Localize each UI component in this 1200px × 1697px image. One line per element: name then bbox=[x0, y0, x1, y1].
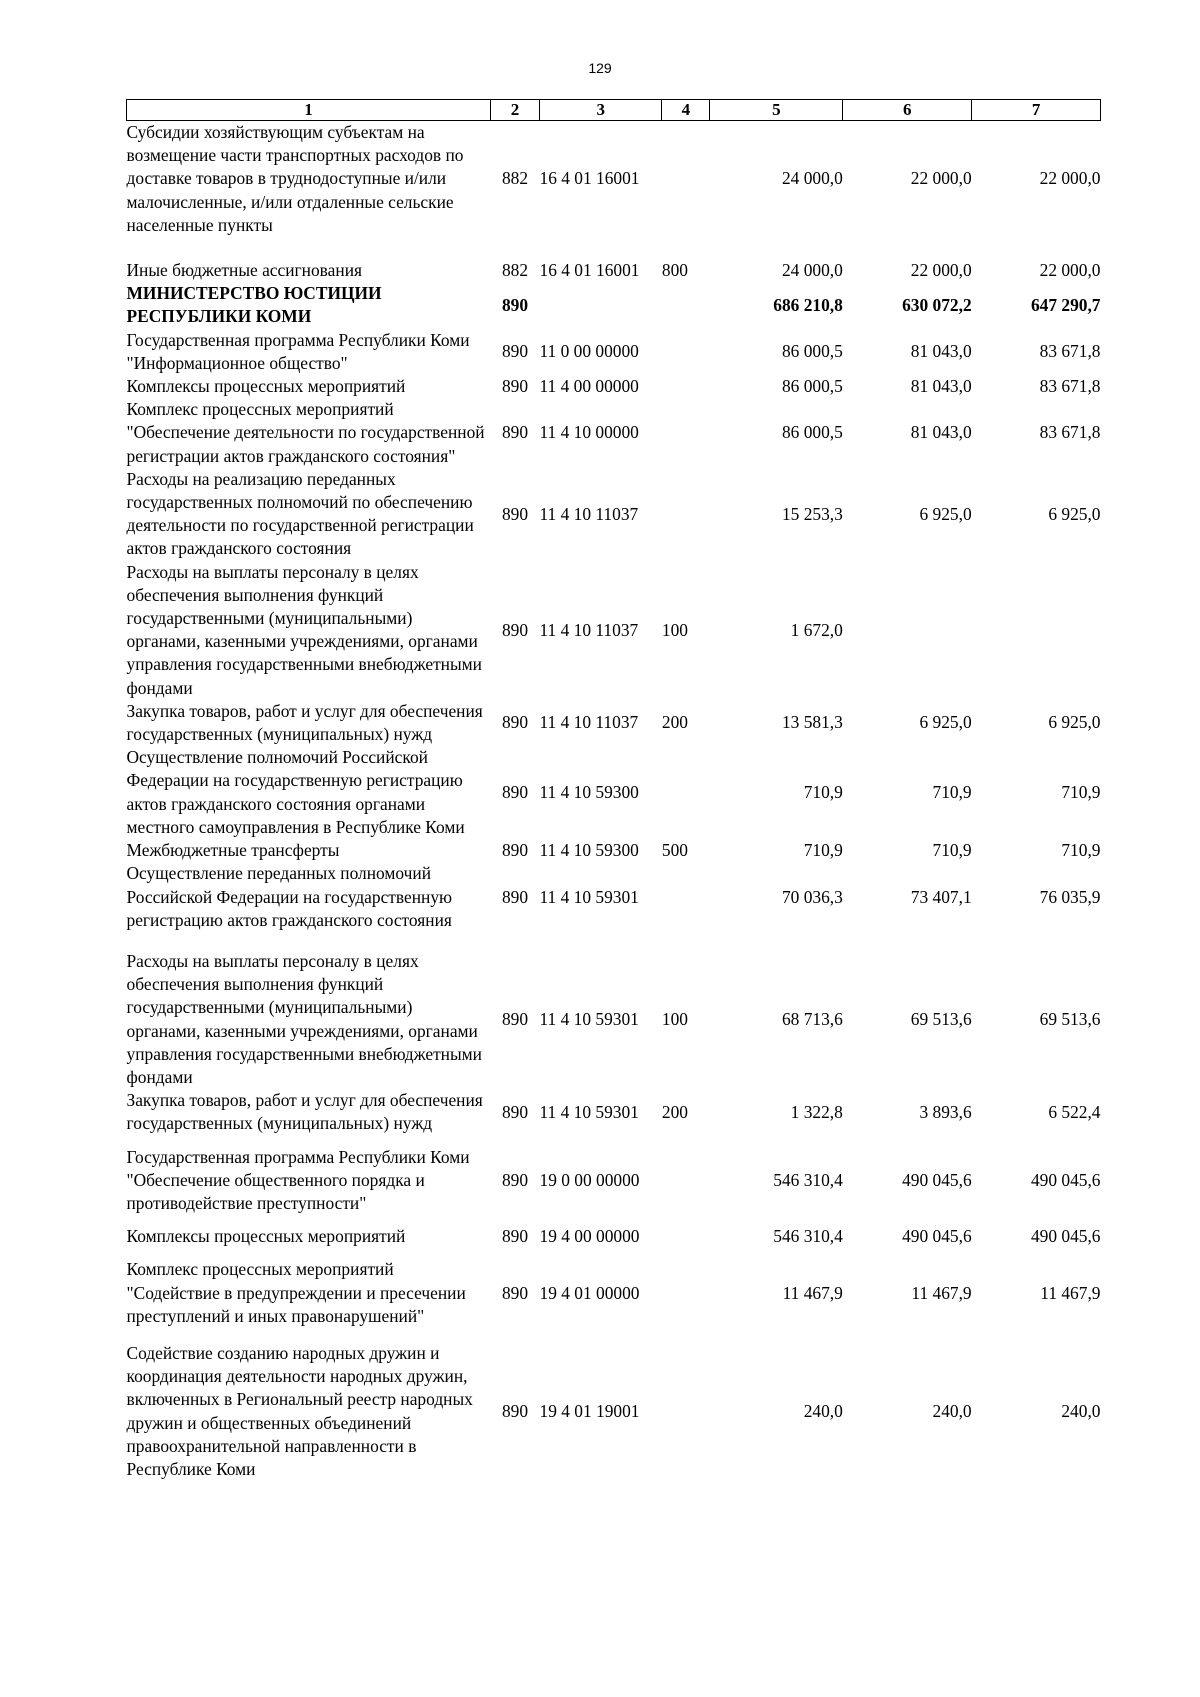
row-name: Комплекс процессных мероприятий "Обеспечение деятельности по государственной регистрации актов гражданского состояния" bbox=[126, 399, 485, 466]
row-target-code: 19 4 01 19001 bbox=[539, 1400, 640, 1421]
row-admin-code: 890 bbox=[501, 712, 529, 733]
row-name: Содействие созданию народных дружин и координация деятельности народных дружин, включенных в Региональный реестр народных дружин и общественных объединений правоохранительной направленности в Республике Коми bbox=[126, 1342, 473, 1479]
row-expense-type bbox=[662, 1328, 710, 1481]
row-expense-type bbox=[662, 375, 710, 398]
row-amount-6: 69 513,6 bbox=[910, 1008, 972, 1029]
row-amount-5: 686 210,8 bbox=[773, 294, 843, 315]
header-row bbox=[127, 100, 1101, 121]
row-expense-type: 200 bbox=[661, 712, 688, 733]
row-target-code: 16 4 01 16001 bbox=[539, 260, 640, 281]
header-col-5: 5 bbox=[710, 100, 843, 121]
row-amount-6: 3 893,6 bbox=[919, 1101, 972, 1122]
row-name: Субсидии хозяйствующим субъектам на возмещение части транспортных расходов по доставке товаров в труднодоступные и/или малочисленные, и/или отдаленные сельские населенные пункты bbox=[126, 122, 464, 235]
row-target-code: 11 4 10 00000 bbox=[539, 422, 639, 443]
row-amount-6: 6 925,0 bbox=[919, 503, 972, 524]
row-target-code: 11 4 10 59301 bbox=[539, 1008, 639, 1029]
row-name: Расходы на выплаты персоналу в целях обеспечения выполнения функций государственными (муниципальными) органами, казенными учреждениями, органами управления государственными внебюджетными фондами bbox=[126, 950, 482, 1087]
row-name: Государственная программа Республики Коми "Обеспечение общественного порядка и противодействие преступности" bbox=[126, 1146, 470, 1213]
row-admin-code: 890 bbox=[501, 376, 529, 397]
row-amount-6: 81 043,0 bbox=[910, 341, 972, 362]
header-col-1: 1 bbox=[127, 100, 491, 121]
row-target-code: 11 4 10 59301 bbox=[539, 1101, 639, 1122]
row-name: Осуществление переданных полномочий Российской Федерации на государственную регистрацию актов гражданского состояния bbox=[126, 863, 453, 930]
row-target-code: 19 0 00 00000 bbox=[539, 1169, 640, 1190]
row-amount-6: 630 072,2 bbox=[902, 294, 972, 315]
row-admin-code: 890 bbox=[501, 619, 529, 640]
table-body bbox=[127, 121, 1101, 1482]
row-target-code: 11 4 10 59300 bbox=[539, 782, 639, 803]
row-amount-5: 86 000,5 bbox=[781, 422, 843, 443]
row-amount-6: 22 000,0 bbox=[910, 260, 972, 281]
row-target-code: 11 4 10 11037 bbox=[539, 503, 639, 524]
row-amount-7: 490 045,6 bbox=[1030, 1226, 1101, 1247]
row-amount-5: 546 310,4 bbox=[773, 1169, 843, 1190]
row-target-code: 16 4 01 16001 bbox=[539, 168, 640, 189]
row-admin-code: 890 bbox=[501, 503, 529, 524]
row-amount-5: 710,9 bbox=[803, 840, 843, 861]
row-name: Комплексы процессных мероприятий bbox=[126, 376, 406, 397]
row-name: Межбюджетные трансферты bbox=[126, 840, 340, 861]
table-row bbox=[127, 561, 1101, 700]
header-col-4: 4 bbox=[662, 100, 710, 121]
row-target-code: 19 4 01 00000 bbox=[539, 1282, 640, 1303]
row-admin-code: 890 bbox=[501, 1400, 529, 1421]
row-amount-5: 1 672,0 bbox=[790, 619, 843, 640]
row-target-code: 11 4 10 59301 bbox=[539, 886, 639, 907]
table-row bbox=[127, 121, 1101, 238]
table-row bbox=[127, 1089, 1101, 1135]
row-amount-7 bbox=[972, 561, 1101, 700]
row-amount-7: 490 045,6 bbox=[1030, 1169, 1101, 1190]
row-expense-type bbox=[662, 329, 710, 375]
row-amount-7: 240,0 bbox=[1061, 1400, 1101, 1421]
row-target-code bbox=[540, 282, 662, 328]
row-expense-type bbox=[662, 1215, 710, 1248]
table-row bbox=[127, 398, 1101, 468]
row-amount-6: 490 045,6 bbox=[902, 1226, 972, 1247]
table-row bbox=[127, 1215, 1101, 1248]
row-name: Закупка товаров, работ и услуг для обеспечения государственных (муниципальных) нужд bbox=[126, 700, 483, 745]
row-admin-code: 890 bbox=[501, 840, 529, 861]
header-col-6: 6 bbox=[843, 100, 972, 121]
row-amount-5: 11 467,9 bbox=[782, 1282, 843, 1303]
table-row bbox=[127, 1328, 1101, 1481]
table-row bbox=[127, 329, 1101, 375]
row-admin-code: 890 bbox=[501, 341, 529, 362]
row-name: Расходы на выплаты персоналу в целях обеспечения выполнения функций государственными (муниципальными) органами, казенными учреждениями, органами управления государственными внебюджетными фондами bbox=[126, 561, 482, 698]
row-amount-7: 22 000,0 bbox=[1039, 168, 1101, 189]
table-row bbox=[127, 700, 1101, 746]
row-admin-code: 890 bbox=[501, 782, 529, 803]
row-admin-code: 890 bbox=[501, 1226, 529, 1247]
row-expense-type: 500 bbox=[661, 840, 688, 861]
row-amount-5: 546 310,4 bbox=[773, 1226, 843, 1247]
row-amount-6: 73 407,1 bbox=[910, 886, 972, 907]
row-admin-code: 890 bbox=[501, 1101, 529, 1122]
page-number: 129 bbox=[588, 60, 612, 76]
row-amount-7: 6 522,4 bbox=[1048, 1101, 1101, 1122]
header-col-2: 2 bbox=[491, 100, 540, 121]
row-amount-5: 70 036,3 bbox=[781, 886, 843, 907]
budget-table bbox=[126, 99, 1101, 1481]
row-expense-type: 200 bbox=[661, 1101, 688, 1122]
row-expense-type bbox=[662, 746, 710, 839]
row-name: МИНИСТЕРСТВО ЮСТИЦИИ РЕСПУБЛИКИ КОМИ bbox=[126, 283, 382, 327]
row-amount-7: 83 671,8 bbox=[1039, 376, 1101, 397]
row-admin-code: 890 bbox=[501, 1169, 529, 1190]
row-expense-type bbox=[662, 121, 710, 238]
row-expense-type bbox=[662, 1248, 710, 1328]
row-amount-7: 6 925,0 bbox=[1048, 503, 1101, 524]
table-row bbox=[127, 1248, 1101, 1328]
table-row bbox=[127, 1136, 1101, 1216]
row-amount-6: 240,0 bbox=[932, 1400, 972, 1421]
row-name: Осуществление полномочий Российской Федерации на государственную регистрацию актов гражданского состояния органами местного самоуправления в Республике Коми bbox=[126, 747, 465, 837]
row-amount-5: 13 581,3 bbox=[781, 712, 843, 733]
row-expense-type: 100 bbox=[661, 1008, 688, 1029]
table-row bbox=[127, 468, 1101, 561]
row-amount-7: 69 513,6 bbox=[1039, 1008, 1101, 1029]
row-amount-6: 710,9 bbox=[932, 782, 972, 803]
row-expense-type: 100 bbox=[661, 619, 688, 640]
row-amount-6 bbox=[843, 561, 972, 700]
row-name: Комплекс процессных мероприятий "Содействие в предупреждении и пресечении преступлений и иных правонарушений" bbox=[126, 1259, 466, 1326]
table-row bbox=[127, 862, 1101, 932]
row-admin-code: 882 bbox=[501, 168, 529, 189]
row-target-code: 19 4 00 00000 bbox=[539, 1226, 640, 1247]
row-target-code: 11 4 10 11037 bbox=[539, 712, 639, 733]
row-amount-6: 11 467,9 bbox=[911, 1282, 972, 1303]
row-target-code: 11 4 10 59300 bbox=[539, 840, 639, 861]
row-amount-5: 15 253,3 bbox=[781, 503, 843, 524]
row-amount-5: 710,9 bbox=[803, 782, 843, 803]
row-target-code: 11 0 00 00000 bbox=[539, 341, 639, 362]
row-amount-7: 710,9 bbox=[1061, 840, 1101, 861]
row-expense-type bbox=[662, 1136, 710, 1216]
row-amount-7: 647 290,7 bbox=[1030, 294, 1101, 315]
header-col-7: 7 bbox=[972, 100, 1101, 121]
row-admin-code: 890 bbox=[501, 1008, 529, 1029]
row-name: Расходы на реализацию переданных государственных полномочий по обеспечению деятельности по государственной регистрации актов гражданского состояния bbox=[126, 468, 474, 559]
row-amount-5: 1 322,8 bbox=[790, 1101, 843, 1122]
header-col-3: 3 bbox=[540, 100, 662, 121]
row-name: Иные бюджетные ассигнования bbox=[126, 260, 362, 281]
row-admin-code: 890 bbox=[501, 886, 529, 907]
row-amount-5: 86 000,5 bbox=[781, 341, 843, 362]
row-amount-7: 11 467,9 bbox=[1040, 1282, 1101, 1303]
row-amount-6: 490 045,6 bbox=[902, 1169, 972, 1190]
row-admin-code: 890 bbox=[501, 422, 529, 443]
row-name: Комплексы процессных мероприятий bbox=[126, 1226, 406, 1247]
row-amount-6: 6 925,0 bbox=[919, 712, 972, 733]
row-name: Государственная программа Республики Коми "Информационное общество" bbox=[126, 329, 470, 373]
row-admin-code: 890 bbox=[501, 294, 529, 315]
row-amount-5: 24 000,0 bbox=[781, 260, 843, 281]
row-amount-5: 68 713,6 bbox=[781, 1008, 843, 1029]
table-row bbox=[127, 839, 1101, 862]
row-amount-5: 86 000,5 bbox=[781, 376, 843, 397]
row-amount-7: 22 000,0 bbox=[1039, 260, 1101, 281]
row-amount-7: 710,9 bbox=[1061, 782, 1101, 803]
row-expense-type bbox=[662, 282, 710, 328]
row-amount-6: 710,9 bbox=[932, 840, 972, 861]
row-amount-6: 22 000,0 bbox=[910, 168, 972, 189]
row-amount-5: 24 000,0 bbox=[781, 168, 843, 189]
row-amount-7: 76 035,9 bbox=[1039, 886, 1101, 907]
row-admin-code: 890 bbox=[501, 1282, 529, 1303]
table-row bbox=[127, 375, 1101, 398]
row-amount-6: 81 043,0 bbox=[910, 376, 972, 397]
row-expense-type bbox=[662, 468, 710, 561]
row-admin-code: 882 bbox=[501, 260, 529, 281]
row-expense-type bbox=[662, 398, 710, 468]
row-amount-7: 83 671,8 bbox=[1039, 422, 1101, 443]
row-amount-6: 81 043,0 bbox=[910, 422, 972, 443]
row-expense-type: 800 bbox=[661, 260, 688, 281]
table-row bbox=[127, 282, 1101, 328]
row-name: Закупка товаров, работ и услуг для обеспечения государственных (муниципальных) нужд bbox=[126, 1090, 483, 1134]
row-amount-7: 83 671,8 bbox=[1039, 341, 1101, 362]
row-amount-5: 240,0 bbox=[803, 1400, 843, 1421]
table-row bbox=[127, 932, 1101, 1089]
row-amount-7: 6 925,0 bbox=[1048, 712, 1101, 733]
row-expense-type bbox=[662, 862, 710, 932]
row-target-code: 11 4 10 11037 bbox=[539, 619, 639, 640]
table-row bbox=[127, 746, 1101, 839]
row-target-code: 11 4 00 00000 bbox=[539, 376, 639, 397]
table-row bbox=[127, 237, 1101, 282]
